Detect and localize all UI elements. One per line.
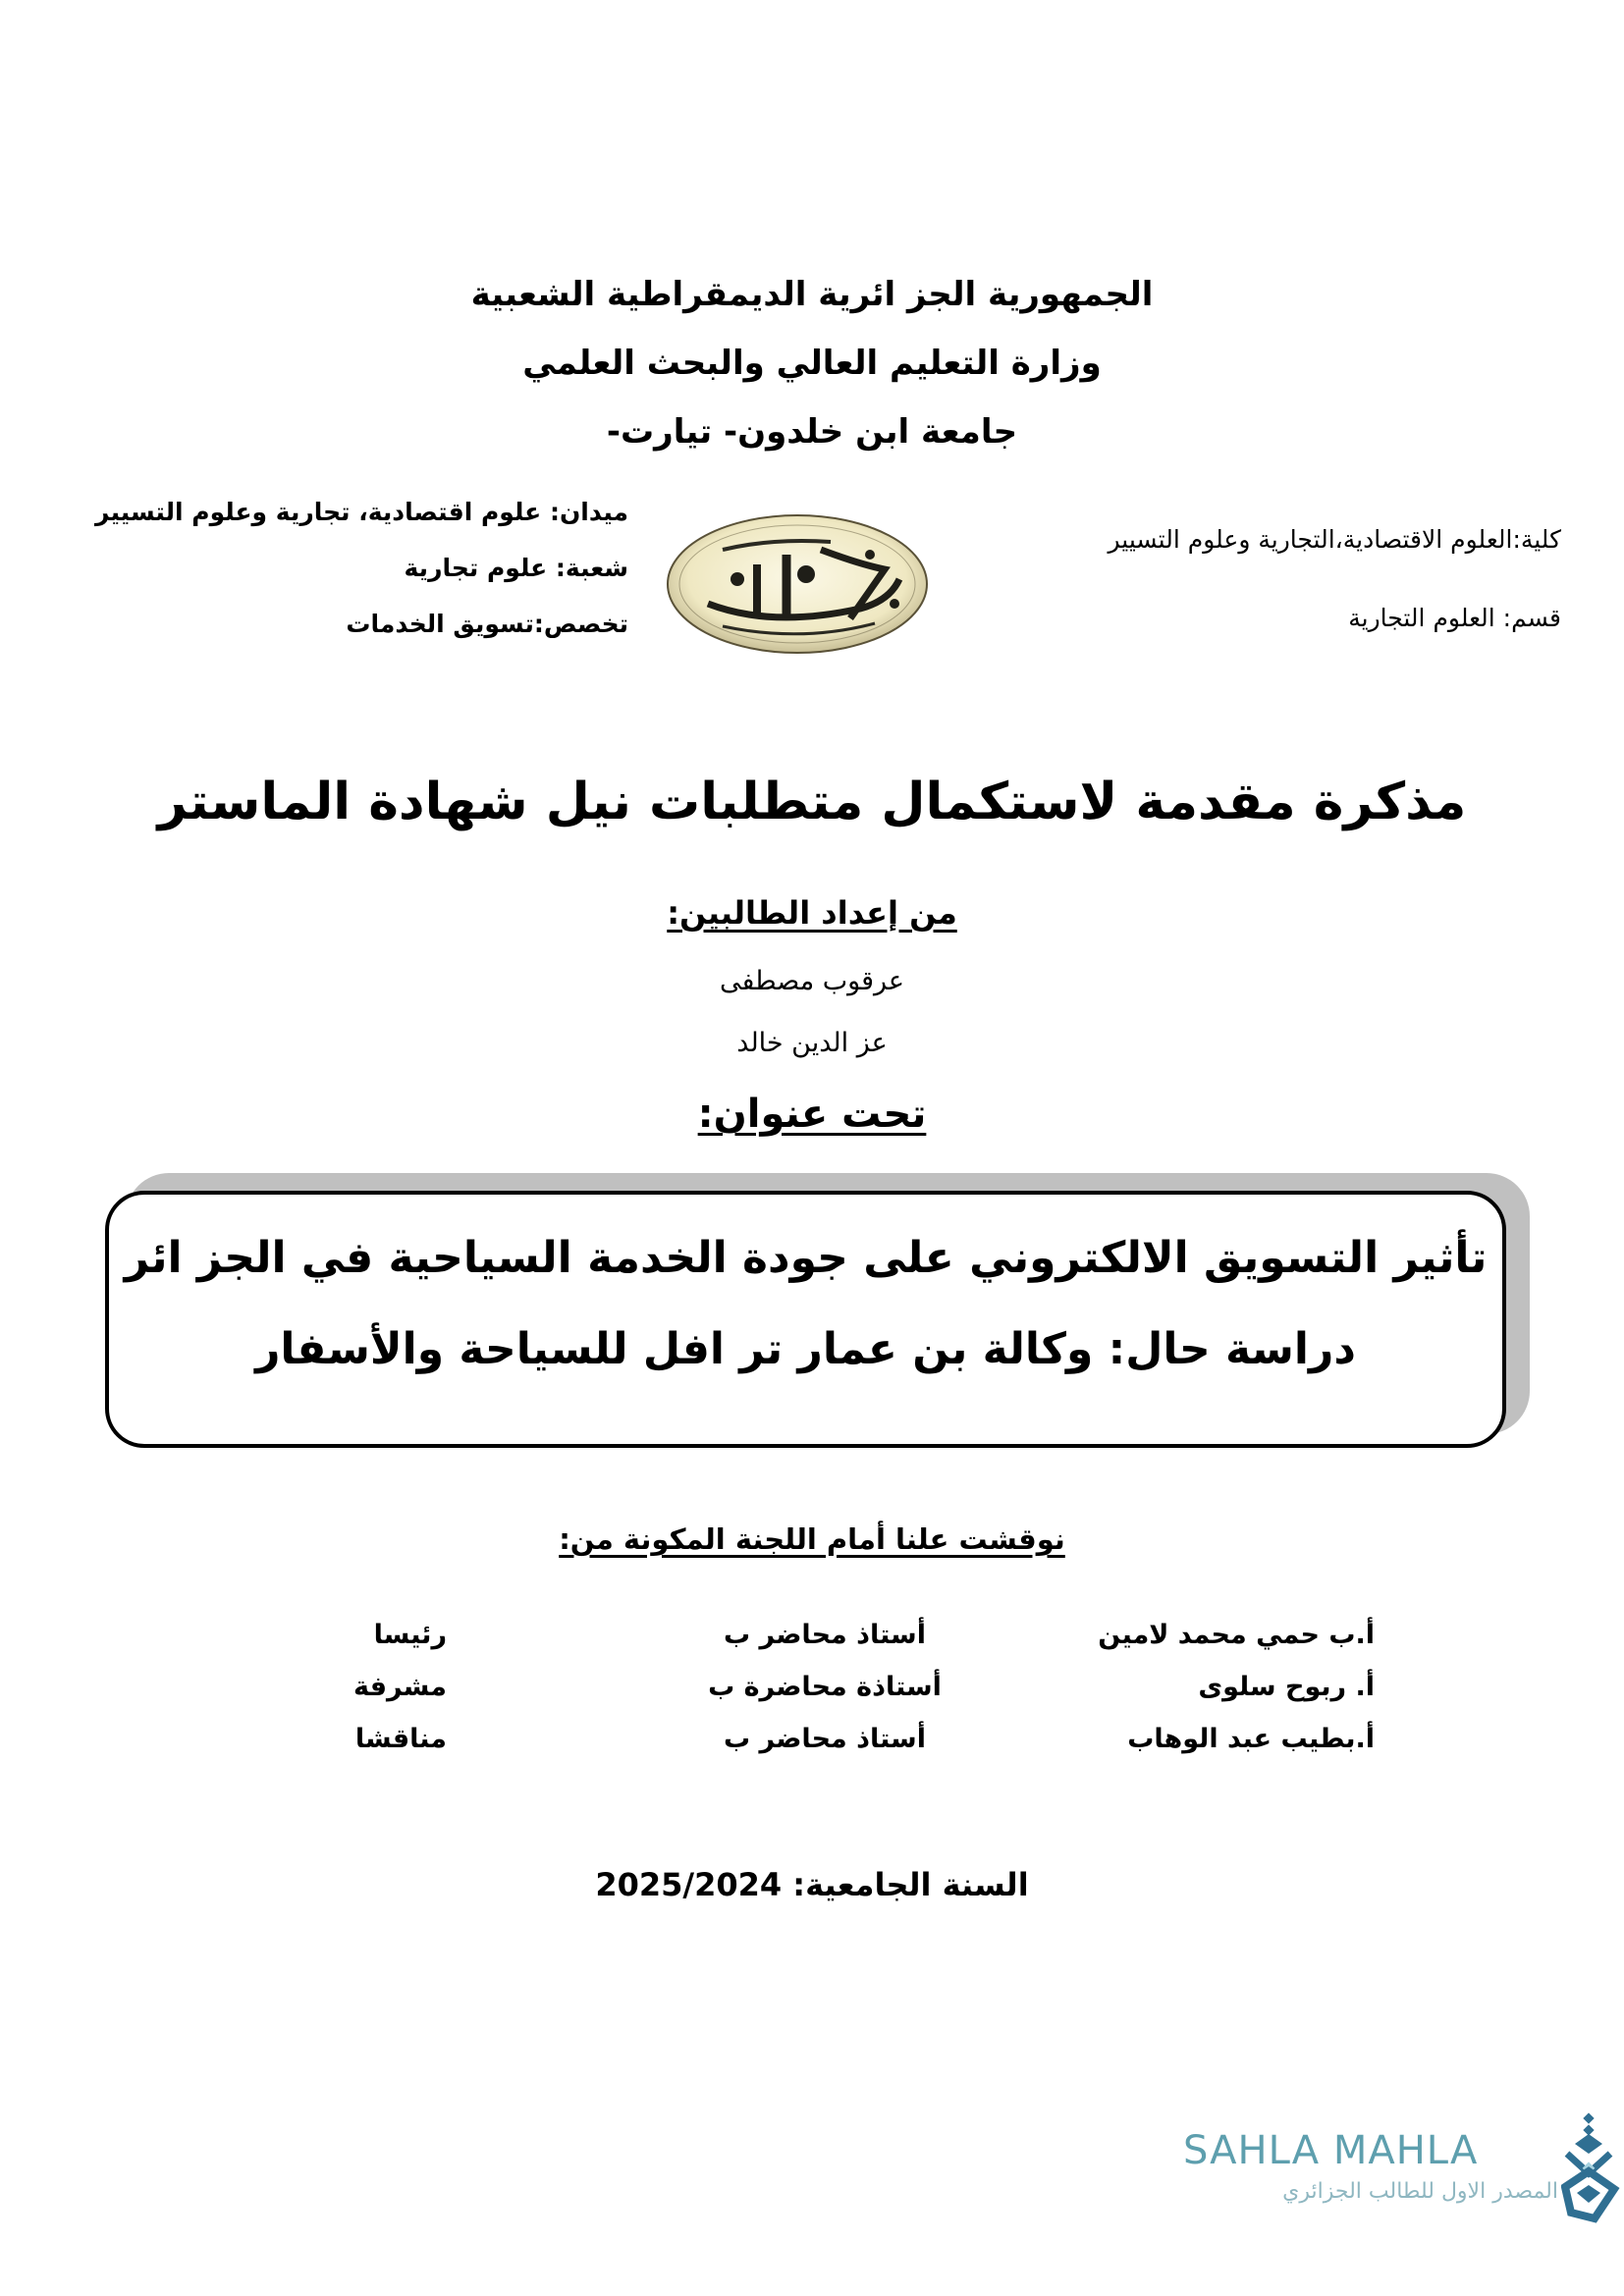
faculty-block [982,520,1561,677]
title-heading-text: تحت عنوان: [697,1092,927,1137]
title-heading [0,1088,1624,1141]
seal-icon [664,510,931,658]
member-rank: أستاذة محاضرة ب [708,1672,942,1702]
faculty-label: كلية:العلوم الاقتصادية،التجارية وعلوم التسيير [1108,525,1561,554]
committee-row [0,1614,1624,1663]
students-heading [0,891,1624,934]
academic-year: السنة الجامعية: 2025/2024 [595,1866,1029,1903]
ministry-title: وزارة التعليم العالي والبحث العلمي [522,344,1102,383]
watermark-title: SAHLA MAHLA [1183,2128,1479,2173]
domain-label: ميدان: علوم اقتصادية، تجارية وعلوم التسيير [95,498,628,526]
member-name: أ.بطيب عبد الوهاب [1127,1724,1375,1754]
students-heading-text: من إعداد الطالبين: [667,894,957,932]
committee-row [0,1666,1624,1715]
thesis-statement: مذكرة مقدمة لاستكمال متطلبات نيل شهادة الماستر [157,773,1467,831]
university-title: جامعة ابن خلدون- تيارت- [606,412,1018,452]
watermark-subtitle: المصدر الاول للطالب الجزائري [1282,2179,1558,2204]
member-name: أ.ب حمي محمد لامين [1098,1620,1375,1650]
thesis-title-line-2: دراسة حال: وكالة بن عمار تر افل للسياحة والأسفار [255,1324,1356,1374]
member-rank: أستاذ محاضر ب [724,1724,926,1754]
member-rank: أستاذ محاضر ب [724,1620,926,1650]
specialty-label: تخصص:تسويق الخدمات [346,610,628,638]
committee-heading-text: نوقشت علنا أمام اللجنة المكونة من: [559,1522,1065,1556]
member-name: أ. ربوح سلوى [1198,1672,1375,1702]
field-block [95,493,628,661]
sahla-mahla-logo-icon [1561,2110,1620,2228]
student-name-1: عرقوب مصطفى [719,966,905,996]
member-role: مناقشا [354,1724,447,1754]
branch-label: شعبة: علوم تجارية [404,554,628,582]
student-name-2: عز الدين خالد [736,1028,888,1058]
republic-title: الجمهورية الجز ائرية الديمقراطية الشعبية [470,275,1154,314]
sahla-mahla-watermark [1173,2110,1620,2228]
university-seal-logo [664,510,931,658]
department-label: قسم: العلوم التجارية [1348,604,1561,632]
member-role: رئيسا [373,1620,447,1650]
committee-heading [0,1518,1624,1561]
committee-row [0,1718,1624,1767]
thesis-title-line-1: تأثير التسويق الالكتروني على جودة الخدمة السياحية في الجز ائر [124,1233,1488,1283]
member-role: مشرفة [352,1672,447,1702]
